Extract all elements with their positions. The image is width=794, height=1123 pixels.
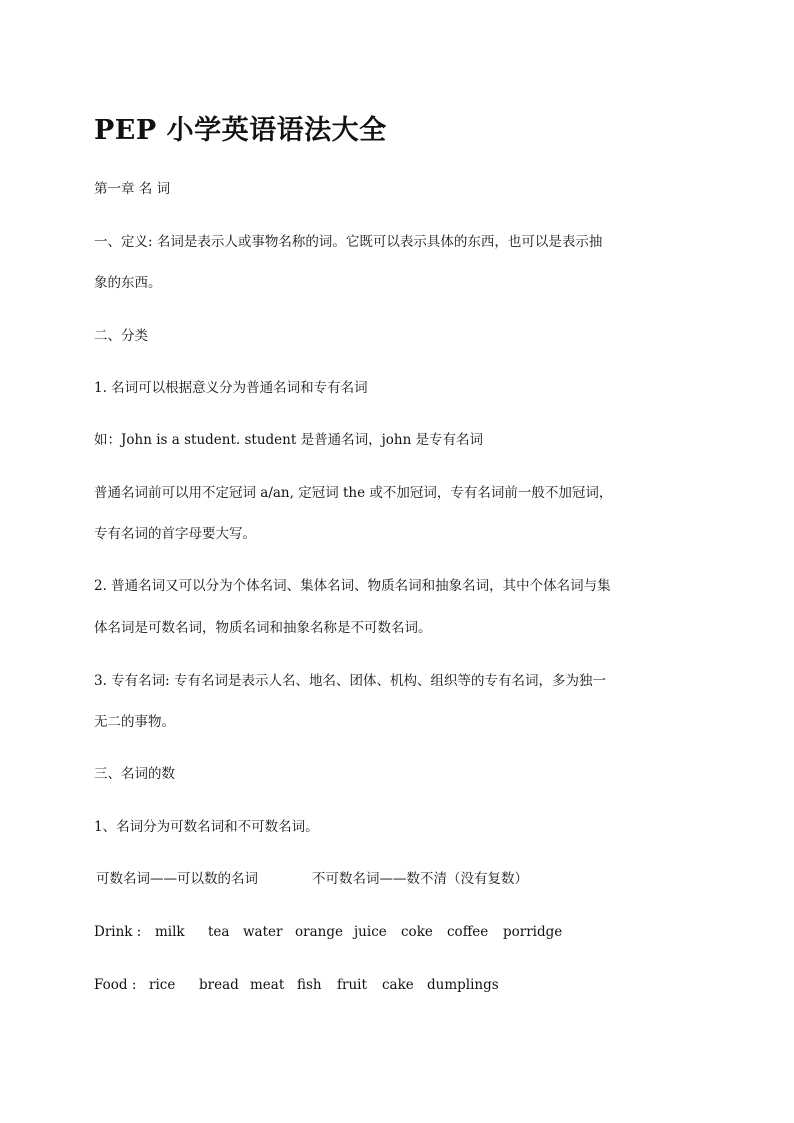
- example-line: 如：John is a student. student 是普通名词，john 是专有名词: [94, 432, 484, 448]
- drink-label: Drink :: [94, 924, 142, 940]
- food-word: fruit: [337, 977, 367, 993]
- note-line-1: 普通名词前可以用不定冠词 a/an, 定冠词 the 或不加冠词，专有名词前一般不加冠词，: [94, 485, 613, 501]
- countable-row: [94, 869, 694, 889]
- food-label: Food :: [94, 977, 137, 993]
- food-word: dumplings: [427, 977, 499, 993]
- drink-word: porridge: [503, 924, 563, 940]
- document-title: PEP 小学英语语法大全: [94, 115, 387, 146]
- classification-item-3-line-1: 3. 专有名词: 专有名词是表示人名、地名、团体、机构、组织等的专有名词，多为独一: [94, 673, 607, 689]
- countable-definition: 可数名词——可以数的名词: [96, 871, 258, 887]
- food-word: fish: [297, 977, 322, 993]
- note-line-2: 专有名词的首字母要大写。: [94, 526, 256, 542]
- classification-item-2-line-2: 体名词是可数名词，物质名词和抽象名称是不可数名词。: [94, 620, 432, 636]
- classification-item-2-line-1: 2. 普通名词又可以分为个体名词、集体名词、物质名词和抽象名词，其中个体名词与集: [94, 578, 611, 594]
- drink-word: coffee: [447, 924, 489, 940]
- uncountable-definition: 不可数名词——数不清（没有复数）: [312, 871, 528, 887]
- drink-row: [94, 922, 694, 942]
- food-word: bread: [199, 977, 239, 993]
- food-word: rice: [149, 977, 176, 993]
- drink-word: milk: [155, 924, 185, 940]
- classification-heading: 二、分类: [94, 328, 148, 344]
- drink-word: coke: [401, 924, 433, 940]
- classification-item-1: 1. 名词可以根据意义分为普通名词和专有名词: [94, 380, 368, 396]
- chapter-heading: 第一章 名 词: [94, 181, 171, 197]
- number-item-1: 1、名词分为可数名词和不可数名词。: [94, 819, 319, 835]
- drink-word: juice: [354, 924, 387, 940]
- drink-word: orange: [295, 924, 343, 940]
- drink-word: tea: [208, 924, 230, 940]
- food-word: cake: [382, 977, 414, 993]
- definition-line-2: 象的东西。: [94, 275, 162, 291]
- number-heading: 三、名词的数: [94, 766, 175, 782]
- food-word: meat: [250, 977, 285, 993]
- food-row: [94, 975, 694, 995]
- drink-word: water: [243, 924, 283, 940]
- definition-line-1: 一、定义: 名词是表示人或事物名称的词。它既可以表示具体的东西，也可以是表示抽: [94, 234, 603, 250]
- classification-item-3-line-2: 无二的事物。: [94, 714, 175, 730]
